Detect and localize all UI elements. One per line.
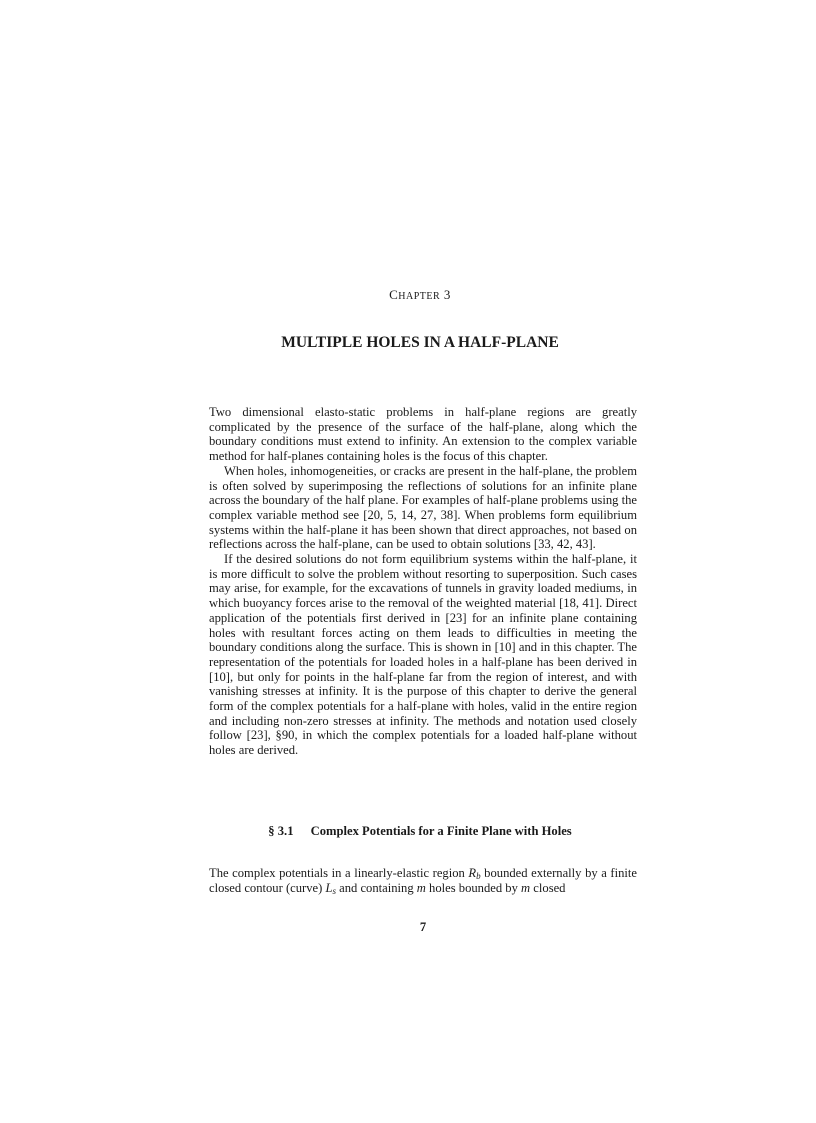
chapter-title: MULTIPLE HOLES IN A HALF-PLANE (281, 334, 559, 351)
paragraph-1: Two dimensional elasto-static problems in half-plane regions are greatly complicated by the presence of the surface of the half-plane, along which the boundary conditions must extend to infinity. An extension to the complex variable method for half-planes containing holes is the focus of this chapter. (209, 405, 637, 464)
paragraph-3: If the desired solutions do not form equilibrium systems within the half-plane, it is more difficult to solve the problem without resorting to superposition. Such cases may arise, for example, for the excavations of tunnels in gravity loaded mediums, in which buoyancy forces arise to the removal of the weighted material [18, 41]. Direct application of the potentials first derived in [23] for an infinite plane containing holes with resultant forces acting on them leads to difficulties in meeting the boundary conditions along the surface. This is shown in [10] and in this chapter. The representation of the potentials for loaded holes in a half-plane has been derived in [10], but only for points in the half-plane far from the region of interest, and with vanishing stresses at infinity. It is the purpose of this chapter to derive the general form of the complex potentials for a half-plane with holes, valid in the entire region and including non-zero stresses at infinity. The methods and notation used closely follow [23], §90, in which the complex potentials for a loaded half-plane without holes are derived. (209, 552, 637, 758)
symbol-L-subscript: s (332, 885, 336, 896)
symbol-m-2: m (521, 880, 531, 895)
paragraph-2: When holes, inhomogeneities, or cracks are present in the half-plane, the problem is often solved by superimposing the reflections of solutions for an infinite plane across the boundary of the half plane. For examples of half-plane problems using the complex variable method see [20, 5, 14, 27, 38]. When problems form equilibrium systems within the half-plane it has been shown that direct approaches, not based on reflections across the half-plane, can be used to obtain solutions [33, 42, 43]. (209, 463, 637, 552)
section-para-text-5: closed (530, 880, 566, 895)
symbol-R: R (468, 866, 477, 880)
section-paragraph (209, 866, 637, 895)
symbol-R-subscript: b (476, 871, 481, 881)
section-para-text-2: bounded externally by a finite closed contour (curve) (209, 866, 637, 895)
section-para-text-4: holes bounded by (425, 880, 522, 895)
chapter-label-word: HAPTER (398, 291, 441, 302)
section-number: § 3.1 (268, 824, 294, 838)
section-para-text-3: and containing (335, 880, 417, 895)
chapter-label (0, 287, 816, 303)
section-para-text-1: The complex potentials in a linearly-elastic region (209, 866, 469, 880)
page-number: 7 (419, 920, 427, 934)
section-heading (0, 824, 816, 839)
chapter-number: 3 (443, 287, 451, 302)
symbol-m-1: m (416, 880, 426, 895)
chapter-label-initial: C (389, 287, 399, 302)
symbol-L: L (325, 880, 333, 895)
intro-body (209, 405, 637, 758)
section-title: Complex Potentials for a Finite Plane with Holes (310, 824, 572, 838)
